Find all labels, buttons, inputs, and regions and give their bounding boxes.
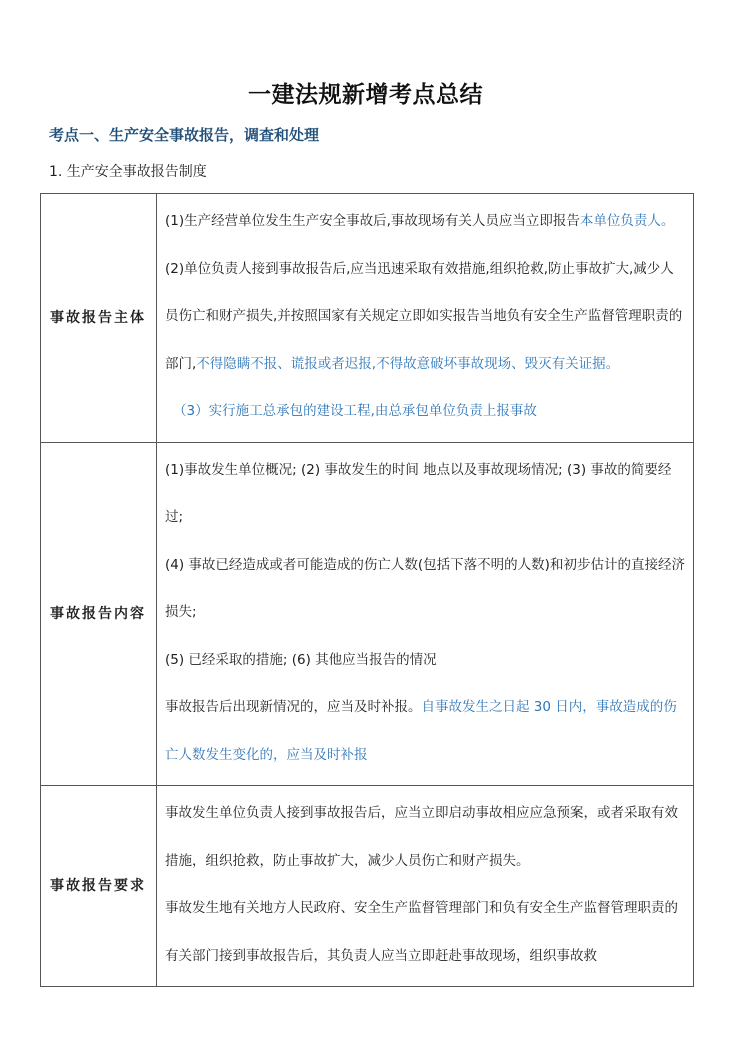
- content-paragraph: [165, 637, 685, 685]
- row-content: [157, 442, 694, 786]
- content-paragraph: [165, 885, 685, 980]
- highlighted-text: 本单位负责人。: [579, 213, 675, 229]
- content-paragraph: [165, 388, 685, 436]
- row-content: [157, 194, 694, 443]
- highlighted-text: 不得隐瞒不报、谎报或者迟报,不得故意破坏事故现场、毁灭有关证据。: [196, 355, 620, 372]
- section-title: 考点一、生产安全事故报告，调查和处理: [49, 126, 320, 144]
- table-row: [41, 442, 694, 786]
- row-header: 事故报告内容: [41, 442, 157, 786]
- body-text: (4) 事故已经造成或者可能造成的伤亡人数(包括下落不明的人数)和初步估计的直接经济损失;: [165, 556, 685, 620]
- body-text: 事故报告后出现新情况的，应当及时补报。: [165, 699, 422, 715]
- table-row: [41, 194, 694, 443]
- body-text: (5) 已经采取的措施; (6) 其他应当报告的情况: [165, 651, 437, 668]
- content-paragraph: [165, 198, 685, 246]
- body-text: (1)生产经营单位发生生产安全事故后,事故现场有关人员应当立即报告: [165, 213, 580, 229]
- row-header: 事故报告主体: [41, 194, 157, 443]
- table-row: [41, 786, 694, 987]
- document-title: 一建法规新增考点总结: [248, 82, 483, 108]
- content-paragraph: [165, 246, 685, 389]
- row-content: [157, 786, 694, 987]
- body-text: (2)单位负责人接到事故报告后,应当迅速采取有效措施,组织抢救,防止事故扩大,减少人员伤亡和财产损失,并按照国家有关规定立即如实报告当地负有安全生产监督管理职责的部门,: [165, 260, 683, 372]
- highlighted-text: （3）实行施工总承包的建设工程,由总承包单位负责上报事故: [173, 403, 537, 419]
- row-header: 事故报告要求: [41, 786, 157, 987]
- highlighted-text: 自事故发生之日起 30 日内，事故造成的伤亡人数发生变化的，应当及时补报: [165, 699, 677, 763]
- content-paragraph: [165, 790, 685, 885]
- content-paragraph: [165, 684, 685, 779]
- subsection-title: 1. 生产安全事故报告制度: [49, 164, 207, 180]
- body-text: 事故发生单位负责人接到事故报告后，应当立即启动事故相应应急预案，或者采取有效措施，组织抢救，防止事故扩大，减少人员伤亡和财产损失。: [165, 805, 678, 869]
- content-paragraph: [165, 447, 685, 542]
- report-table: [40, 193, 694, 987]
- body-text: (1)事故发生单位概况; (2) 事故发生的时间 地点以及事故现场情况; (3) 事故的简要经过;: [165, 461, 672, 525]
- content-paragraph: [165, 542, 685, 637]
- body-text: 事故发生地有关地方人民政府、安全生产监督管理部门和负有安全生产监督管理职责的有关部门接到事故报告后，其负责人应当立即赶赴事故现场，组织事故救: [165, 900, 678, 964]
